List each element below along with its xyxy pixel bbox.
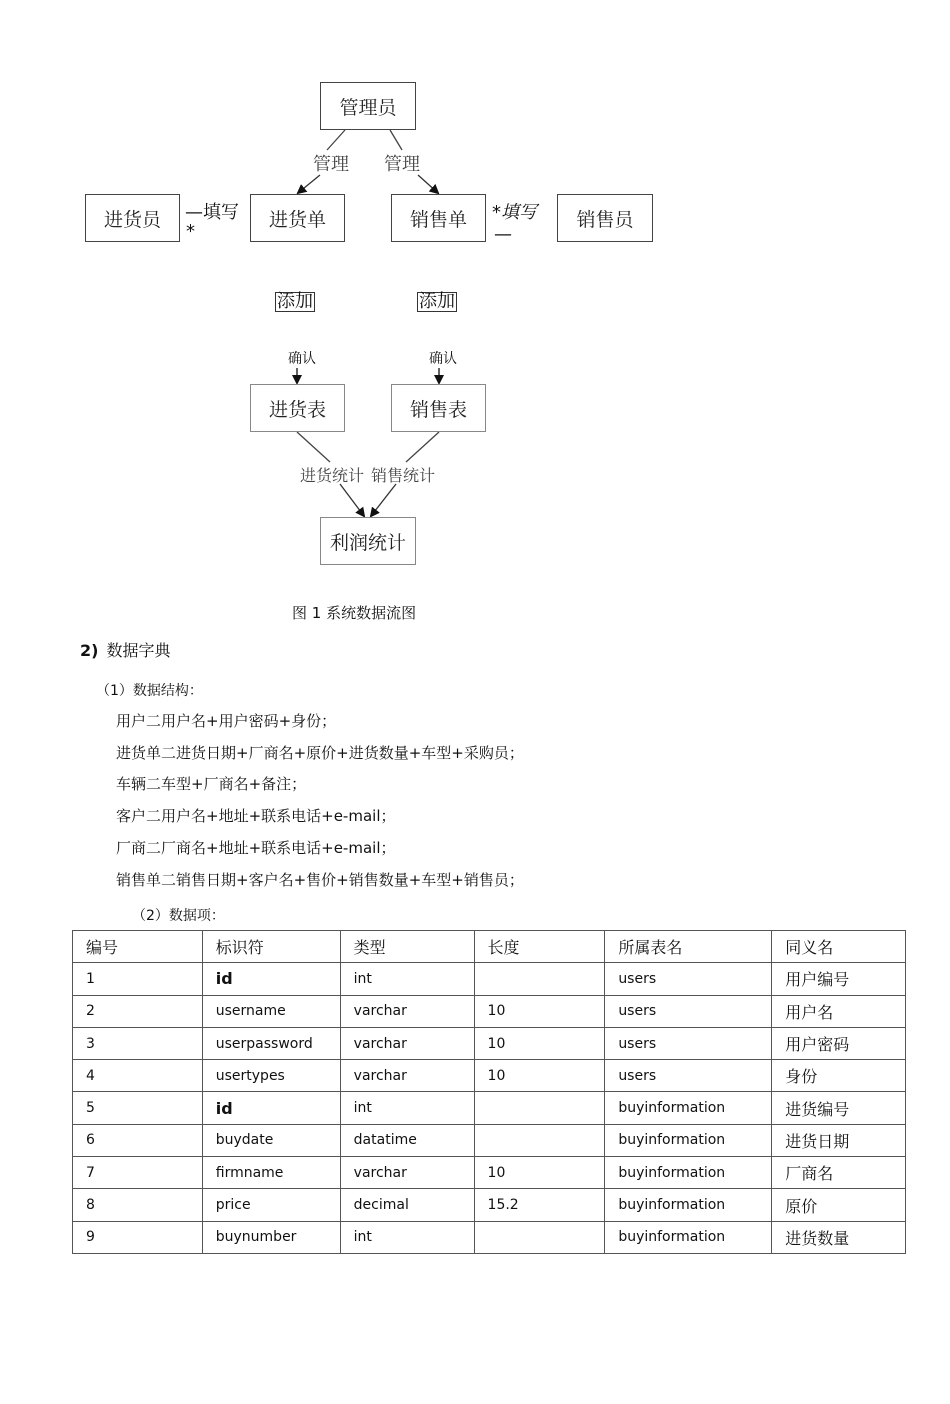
table-cell: buyinformation bbox=[605, 1221, 772, 1253]
purchase-table-label: 进货表 bbox=[268, 398, 326, 421]
table-cell: id bbox=[202, 963, 340, 995]
table-cell: id bbox=[202, 1092, 340, 1124]
table-row bbox=[73, 1157, 906, 1189]
table-cell bbox=[474, 1124, 605, 1156]
structure-line: 用户二用户名+用户密码+身份； bbox=[116, 712, 337, 730]
table-cell: 6 bbox=[73, 1124, 203, 1156]
table-cell: buyinformation bbox=[605, 1124, 772, 1156]
table-row bbox=[73, 1124, 906, 1156]
table-cell: users bbox=[605, 1060, 772, 1092]
header-cell: 编号 bbox=[73, 931, 203, 963]
table-cell: buydate bbox=[202, 1124, 340, 1156]
purchaser-box bbox=[85, 194, 180, 242]
structure-line: 厂商二厂商名+地址+联系电话+e-mail； bbox=[116, 839, 396, 857]
table-row bbox=[73, 1221, 906, 1253]
table-cell: 10 bbox=[474, 1157, 605, 1189]
table-cell: price bbox=[202, 1189, 340, 1221]
table-cell: 3 bbox=[73, 1027, 203, 1059]
header-cell: 类型 bbox=[340, 931, 474, 963]
header-cell: 长度 bbox=[474, 931, 605, 963]
table-cell: usertypes bbox=[202, 1060, 340, 1092]
sales-table-label: 销售表 bbox=[409, 398, 467, 421]
table-cell: 5 bbox=[73, 1092, 203, 1124]
table-cell: varchar bbox=[340, 995, 474, 1027]
sales-stats-label: 销售统计 bbox=[371, 466, 436, 485]
header-cell: 同义名 bbox=[772, 931, 906, 963]
structure-line: 销售单二销售日期+客户名+售价+销售数量+车型+销售员； bbox=[116, 871, 524, 889]
data-items-table bbox=[72, 930, 906, 1254]
purchaser-label: 进货员 bbox=[103, 208, 161, 231]
salesperson-box bbox=[557, 194, 653, 242]
table-cell bbox=[474, 1092, 605, 1124]
table-cell: datatime bbox=[340, 1124, 474, 1156]
section-number: 2) bbox=[80, 641, 99, 660]
table-cell: 原价 bbox=[772, 1189, 906, 1221]
table-cell: int bbox=[340, 963, 474, 995]
table-cell: users bbox=[605, 995, 772, 1027]
header-cell: 所属表名 bbox=[605, 931, 772, 963]
add-label-right: 添加 bbox=[419, 291, 455, 312]
structure-line: 车辆二车型+厂商名+备注； bbox=[116, 775, 307, 793]
table-cell: 9 bbox=[73, 1221, 203, 1253]
table-cell: 15.2 bbox=[474, 1189, 605, 1221]
table-cell: varchar bbox=[340, 1027, 474, 1059]
table-row bbox=[73, 1027, 906, 1059]
table-cell: 进货编号 bbox=[772, 1092, 906, 1124]
table-cell: users bbox=[605, 963, 772, 995]
table-cell: 10 bbox=[474, 1060, 605, 1092]
items-heading: （2）数据项： bbox=[132, 908, 225, 924]
purchase-table-box bbox=[250, 384, 345, 432]
table-cell: 身份 bbox=[772, 1060, 906, 1092]
sales-table-box bbox=[391, 384, 486, 432]
table-cell: firmname bbox=[202, 1157, 340, 1189]
admin-box bbox=[320, 82, 416, 130]
confirm-label-left: 确认 bbox=[288, 351, 316, 367]
table-cell: 用户编号 bbox=[772, 963, 906, 995]
admin-label: 管理员 bbox=[339, 96, 397, 119]
table-cell: userpassword bbox=[202, 1027, 340, 1059]
table-cell: varchar bbox=[340, 1060, 474, 1092]
table-cell: varchar bbox=[340, 1157, 474, 1189]
table-cell: username bbox=[202, 995, 340, 1027]
table-cell: int bbox=[340, 1221, 474, 1253]
table-row bbox=[73, 963, 906, 995]
table-cell: 8 bbox=[73, 1189, 203, 1221]
sales-order-label: 销售单 bbox=[409, 208, 467, 231]
table-cell: 7 bbox=[73, 1157, 203, 1189]
table-cell: 2 bbox=[73, 995, 203, 1027]
table-cell bbox=[474, 963, 605, 995]
table-cell: buyinformation bbox=[605, 1092, 772, 1124]
fill-label-left-top: —填写 bbox=[185, 202, 239, 223]
fill-label-left-bottom: * bbox=[186, 221, 195, 242]
table-row bbox=[73, 1189, 906, 1221]
manage-label-right: 管理 bbox=[384, 154, 420, 175]
table-cell: users bbox=[605, 1027, 772, 1059]
purchase-order-label: 进货单 bbox=[268, 208, 326, 231]
table-cell: 10 bbox=[474, 995, 605, 1027]
diagram-connectors bbox=[0, 0, 950, 600]
table-cell: 厂商名 bbox=[772, 1157, 906, 1189]
table-cell: buynumber bbox=[202, 1221, 340, 1253]
table-cell: buyinformation bbox=[605, 1157, 772, 1189]
confirm-label-right: 确认 bbox=[429, 351, 457, 367]
structure-heading: （1）数据结构： bbox=[96, 683, 203, 699]
structure-line: 进货单二进货日期+厂商名+原价+进货数量+车型+采购员； bbox=[116, 744, 524, 762]
table-cell: 进货数量 bbox=[772, 1221, 906, 1253]
section-heading bbox=[80, 638, 170, 661]
table-cell: 1 bbox=[73, 963, 203, 995]
table-cell: 用户名 bbox=[772, 995, 906, 1027]
sales-order-box bbox=[391, 194, 486, 242]
table-cell: 10 bbox=[474, 1027, 605, 1059]
structure-line: 客户二用户名+地址+联系电话+e-mail； bbox=[116, 807, 396, 825]
add-label-left: 添加 bbox=[277, 291, 313, 312]
section-title: 数据字典 bbox=[106, 641, 171, 660]
table-cell: decimal bbox=[340, 1189, 474, 1221]
table-row bbox=[73, 1092, 906, 1124]
purchase-order-box bbox=[250, 194, 345, 242]
table-header-row bbox=[73, 931, 906, 963]
manage-label-left: 管理 bbox=[313, 154, 349, 175]
salesperson-label: 销售员 bbox=[576, 208, 634, 231]
profit-stats-label: 利润统计 bbox=[329, 531, 406, 554]
table-row bbox=[73, 995, 906, 1027]
purchase-stats-label: 进货统计 bbox=[300, 466, 365, 485]
table-cell: buyinformation bbox=[605, 1189, 772, 1221]
table-cell: 进货日期 bbox=[772, 1124, 906, 1156]
profit-stats-box bbox=[320, 517, 416, 565]
figure-caption: 图 1 系统数据流图 bbox=[292, 604, 417, 622]
table-cell: 4 bbox=[73, 1060, 203, 1092]
table-cell: int bbox=[340, 1092, 474, 1124]
table-cell bbox=[474, 1221, 605, 1253]
fill-label-right-bottom: — bbox=[494, 224, 512, 245]
table-row bbox=[73, 1060, 906, 1092]
header-cell: 标识符 bbox=[202, 931, 340, 963]
table-cell: 用户密码 bbox=[772, 1027, 906, 1059]
fill-label-right-top: *填写 bbox=[492, 202, 537, 223]
